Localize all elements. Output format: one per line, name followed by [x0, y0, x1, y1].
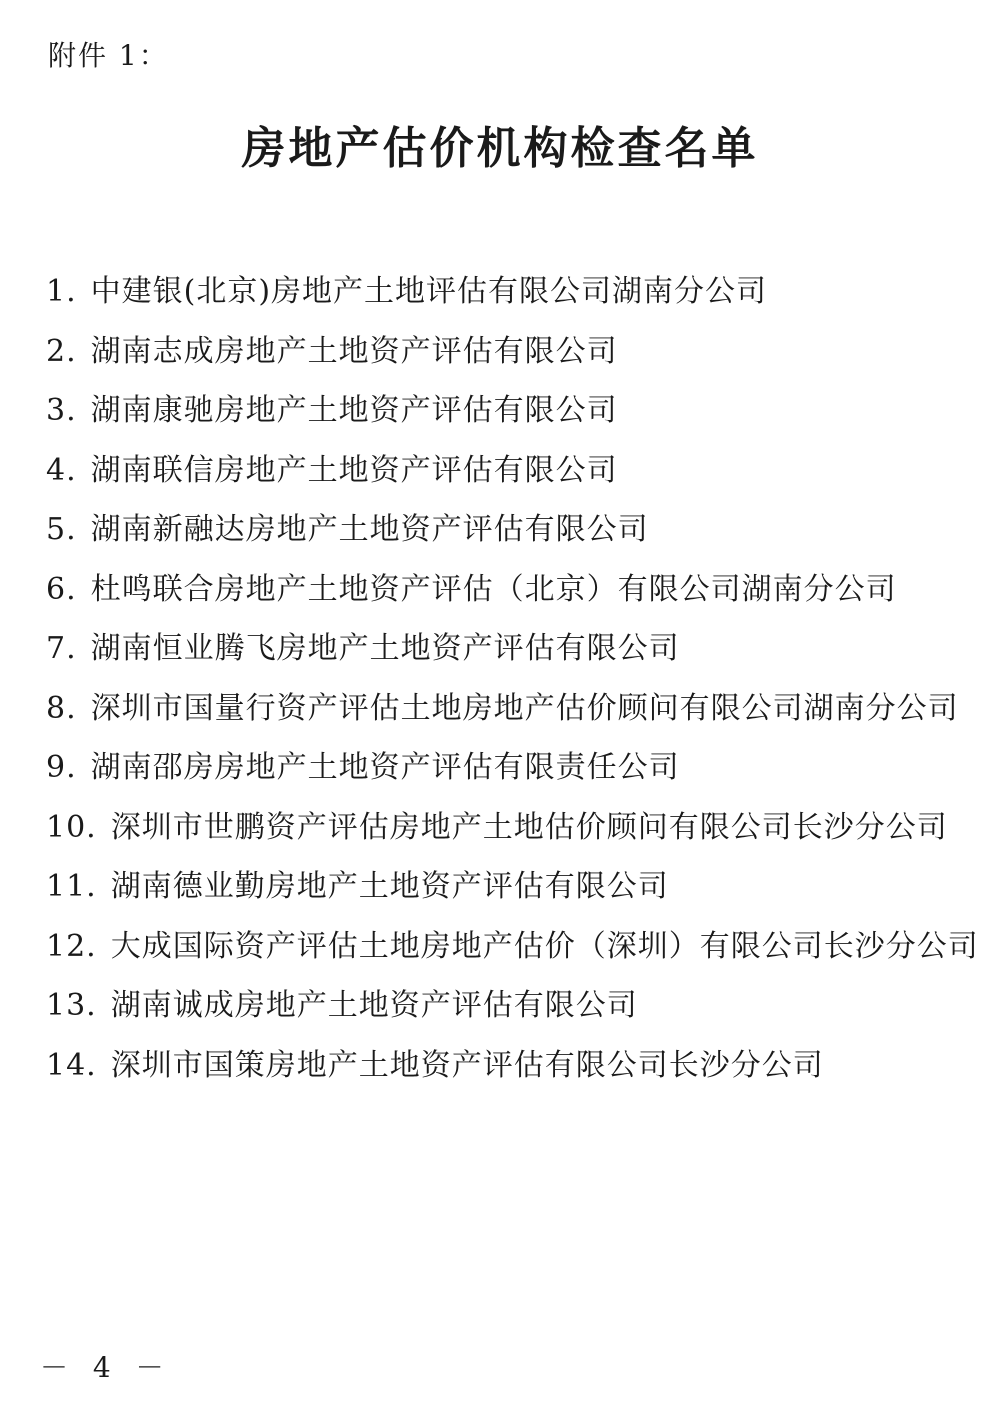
list-item — [46, 387, 979, 447]
page-title: 房地产估价机构检查名单 — [241, 123, 759, 174]
list-item — [46, 506, 979, 566]
list-item-name: 湖南新融达房地产土地资产评估有限公司 — [90, 512, 649, 547]
list-item-name: 湖南诚成房地产土地资产评估有限公司 — [110, 988, 638, 1023]
list-item-number: 14. — [46, 1047, 97, 1083]
list-item-name: 湖南志成房地产土地资产评估有限公司 — [90, 333, 618, 369]
list-item-name: 深圳市国策房地产土地资产评估有限公司长沙分公司 — [110, 1047, 824, 1083]
list-item-number: 4. — [46, 452, 77, 488]
page-number: － 4 － — [40, 1351, 172, 1384]
list-item — [46, 744, 979, 804]
list-item — [46, 566, 979, 626]
list-item-number: 11. — [46, 869, 97, 904]
list-item-number: 10. — [46, 809, 97, 845]
list-item — [46, 685, 979, 745]
institution-list — [46, 268, 979, 1101]
list-item-name: 湖南恒业腾飞房地产土地资产评估有限公司 — [90, 631, 680, 666]
list-item — [46, 268, 979, 328]
list-item-name: 中建银(北京)房地产土地评估有限公司湖南分公司 — [90, 274, 768, 309]
list-item-number: 9. — [46, 750, 77, 785]
list-item-name: 深圳市国量行资产评估土地房地产估价顾问有限公司湖南分公司 — [90, 690, 959, 726]
list-item — [46, 328, 979, 388]
list-item-name: 湖南联信房地产土地资产评估有限公司 — [90, 452, 618, 488]
list-item-name: 深圳市世鹏资产评估房地产土地估价顾问有限公司长沙分公司 — [110, 809, 948, 845]
list-item-number: 1. — [46, 274, 77, 309]
attachment-label: 附件 1： — [48, 39, 169, 72]
list-item — [46, 804, 979, 864]
list-item-number: 6. — [46, 571, 77, 607]
list-item-name: 湖南德业勤房地产土地资产评估有限公司 — [110, 869, 669, 904]
list-item-number: 2. — [46, 333, 77, 369]
list-item — [46, 923, 979, 983]
list-item-name: 湖南康驰房地产土地资产评估有限公司 — [90, 393, 618, 428]
list-item — [46, 1042, 979, 1102]
list-item-number: 13. — [46, 988, 97, 1023]
list-item-number: 3. — [46, 393, 77, 428]
list-item — [46, 447, 979, 507]
list-item-number: 7. — [46, 631, 77, 666]
list-item — [46, 625, 979, 685]
list-item-number: 8. — [46, 690, 77, 726]
list-item — [46, 863, 979, 923]
list-item-name: 杜鸣联合房地产土地资产评估（北京）有限公司湖南分公司 — [90, 571, 897, 607]
list-item — [46, 982, 979, 1042]
list-item-number: 5. — [46, 512, 77, 547]
list-item-name: 大成国际资产评估土地房地产估价（深圳）有限公司长沙分公司 — [110, 928, 979, 964]
list-item-number: 12. — [46, 928, 97, 964]
list-item-name: 湖南邵房房地产土地资产评估有限责任公司 — [90, 750, 680, 785]
